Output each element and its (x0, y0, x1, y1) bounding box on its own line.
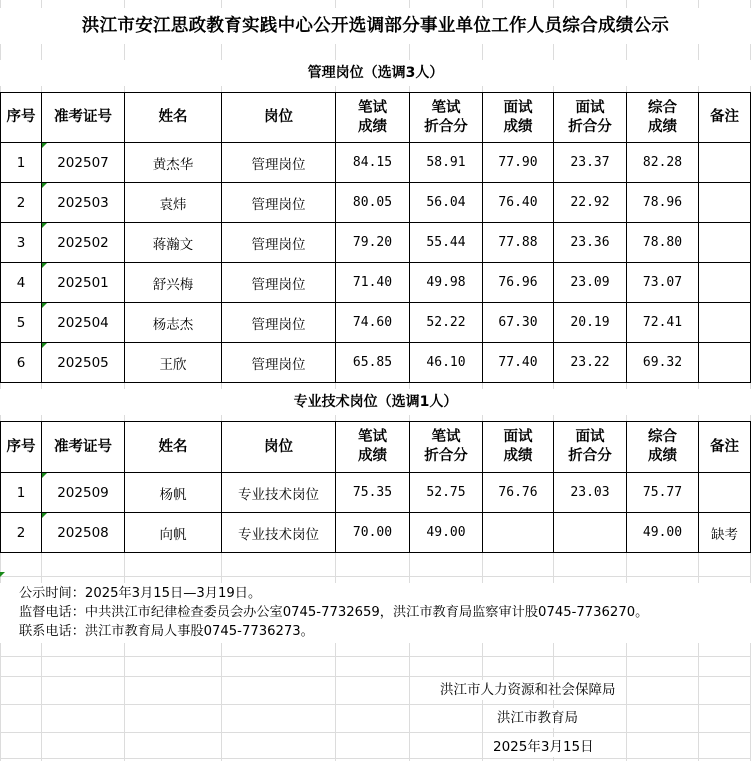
header-position: 岗位 (222, 93, 336, 143)
text-number-marker (42, 343, 47, 348)
cell-interview: 77.90 (483, 143, 554, 183)
cell-name: 舒兴梅 (125, 263, 222, 303)
header-exam-id: 准考证号 (42, 93, 125, 143)
table-header-row (1, 422, 751, 473)
cell-written: 70.00 (336, 513, 410, 553)
cell-remark (699, 303, 751, 343)
header-written-converted: 笔试 折合分 (410, 422, 483, 473)
header-name: 姓名 (125, 93, 222, 143)
cell-exam-id: 202509 (42, 473, 125, 513)
table-header-row (1, 93, 751, 143)
table-row (1, 473, 751, 513)
cell-exam-id: 202508 (42, 513, 125, 553)
header-interview-score: 面试 成绩 (483, 93, 554, 143)
cell-interview: 76.96 (483, 263, 554, 303)
cell-interview: 76.76 (483, 473, 554, 513)
cell-position: 专业技术岗位 (222, 513, 336, 553)
supervision-phones: 监督电话：中共洪江市纪律检查委员会办公室0745-7732659，洪江市教育局监察审计股0745-7736270。 (19, 605, 649, 620)
cell-total: 73.07 (627, 263, 699, 303)
cell-remark (699, 343, 751, 383)
notice-info (0, 583, 751, 643)
cell-name: 王欣 (125, 343, 222, 383)
table-row (1, 343, 751, 383)
page-title: 洪江市安江思政教育实践中心公开选调部分事业单位工作人员综合成绩公示 (0, 8, 751, 44)
cell-interview-converted: 23.03 (554, 473, 627, 513)
cell-position: 管理岗位 (222, 343, 336, 383)
table-row (1, 183, 751, 223)
cell-written-converted: 52.22 (410, 303, 483, 343)
header-remark: 备注 (699, 422, 751, 473)
text-number-marker (42, 183, 47, 188)
header-interview-score: 面试 成绩 (483, 422, 554, 473)
cell-seq: 6 (1, 343, 42, 383)
cell-position: 管理岗位 (222, 263, 336, 303)
cell-total: 49.00 (627, 513, 699, 553)
header-seq: 序号 (1, 422, 42, 473)
cell-written-converted: 55.44 (410, 223, 483, 263)
cell-exam-id: 202502 (42, 223, 125, 263)
cell-exam-id: 202507 (42, 143, 125, 183)
cell-position: 管理岗位 (222, 223, 336, 263)
cell-total: 82.28 (627, 143, 699, 183)
cell-remark (699, 473, 751, 513)
text-marker (0, 572, 5, 577)
cell-written-converted: 52.75 (410, 473, 483, 513)
cell-name: 杨帆 (125, 473, 222, 513)
header-written-converted: 笔试 折合分 (410, 93, 483, 143)
header-total-score: 综合 成绩 (627, 422, 699, 473)
header-position: 岗位 (222, 422, 336, 473)
cell-total: 78.96 (627, 183, 699, 223)
text-number-marker (42, 223, 47, 228)
contact-phone: 联系电话：洪江市教育局人事股0745-7736273。 (19, 624, 314, 639)
cell-name: 杨志杰 (125, 303, 222, 343)
signature-org-education: 洪江市教育局 (497, 710, 578, 726)
table-row (1, 263, 751, 303)
cell-written-converted: 56.04 (410, 183, 483, 223)
score-table-technical (0, 421, 751, 553)
header-interview-converted: 面试 折合分 (554, 93, 627, 143)
cell-total: 75.77 (627, 473, 699, 513)
cell-interview-converted: 23.09 (554, 263, 627, 303)
cell-written-converted: 49.98 (410, 263, 483, 303)
header-name: 姓名 (125, 422, 222, 473)
signature-date: 2025年3月15日 (493, 739, 594, 755)
cell-written: 75.35 (336, 473, 410, 513)
cell-written-converted: 46.10 (410, 343, 483, 383)
header-written-score: 笔试 成绩 (336, 93, 410, 143)
table-row (1, 513, 751, 553)
header-remark: 备注 (699, 93, 751, 143)
cell-interview-converted: 23.22 (554, 343, 627, 383)
text-number-marker (42, 263, 47, 268)
cell-interview: 77.40 (483, 343, 554, 383)
cell-position: 管理岗位 (222, 183, 336, 223)
text-number-marker (42, 303, 47, 308)
cell-written: 84.15 (336, 143, 410, 183)
cell-name: 袁炜 (125, 183, 222, 223)
cell-written: 74.60 (336, 303, 410, 343)
cell-seq: 5 (1, 303, 42, 343)
cell-seq: 1 (1, 473, 42, 513)
cell-remark: 缺考 (699, 513, 751, 553)
header-exam-id: 准考证号 (42, 422, 125, 473)
cell-seq: 2 (1, 513, 42, 553)
cell-interview-converted: 20.19 (554, 303, 627, 343)
cell-interview: 67.30 (483, 303, 554, 343)
cell-seq: 1 (1, 143, 42, 183)
cell-name: 向帆 (125, 513, 222, 553)
table-row (1, 303, 751, 343)
cell-total: 72.41 (627, 303, 699, 343)
cell-interview (483, 513, 554, 553)
cell-interview-converted (554, 513, 627, 553)
cell-position: 专业技术岗位 (222, 473, 336, 513)
cell-remark (699, 183, 751, 223)
cell-interview-converted: 23.37 (554, 143, 627, 183)
cell-position: 管理岗位 (222, 143, 336, 183)
cell-seq: 3 (1, 223, 42, 263)
cell-seq: 4 (1, 263, 42, 303)
notice-time: 公示时间：2025年3月15日—3月19日。 (19, 586, 262, 601)
cell-total: 69.32 (627, 343, 699, 383)
cell-exam-id: 202505 (42, 343, 125, 383)
cell-position: 管理岗位 (222, 303, 336, 343)
text-number-marker (42, 513, 47, 518)
text-number-marker (42, 473, 47, 478)
cell-interview: 76.40 (483, 183, 554, 223)
cell-written: 65.85 (336, 343, 410, 383)
cell-total: 78.80 (627, 223, 699, 263)
cell-interview: 77.88 (483, 223, 554, 263)
cell-written-converted: 58.91 (410, 143, 483, 183)
cell-written: 79.20 (336, 223, 410, 263)
cell-remark (699, 223, 751, 263)
header-interview-converted: 面试 折合分 (554, 422, 627, 473)
cell-interview-converted: 23.36 (554, 223, 627, 263)
table-row (1, 143, 751, 183)
cell-written-converted: 49.00 (410, 513, 483, 553)
cell-interview-converted: 22.92 (554, 183, 627, 223)
header-total-score: 综合 成绩 (627, 93, 699, 143)
cell-name: 黄杰华 (125, 143, 222, 183)
cell-remark (699, 143, 751, 183)
cell-exam-id: 202504 (42, 303, 125, 343)
signature-org-hrss: 洪江市人力资源和社会保障局 (440, 682, 616, 698)
table-row (1, 223, 751, 263)
header-seq: 序号 (1, 93, 42, 143)
cell-written: 80.05 (336, 183, 410, 223)
section-heading-technical: 专业技术岗位（选调1人） (0, 389, 751, 415)
header-written-score: 笔试 成绩 (336, 422, 410, 473)
section-heading-management: 管理岗位（选调3人） (0, 60, 751, 86)
cell-exam-id: 202501 (42, 263, 125, 303)
cell-seq: 2 (1, 183, 42, 223)
score-table-management (0, 92, 751, 383)
cell-written: 71.40 (336, 263, 410, 303)
cell-remark (699, 263, 751, 303)
text-number-marker (42, 143, 47, 148)
cell-name: 蒋瀚文 (125, 223, 222, 263)
cell-exam-id: 202503 (42, 183, 125, 223)
